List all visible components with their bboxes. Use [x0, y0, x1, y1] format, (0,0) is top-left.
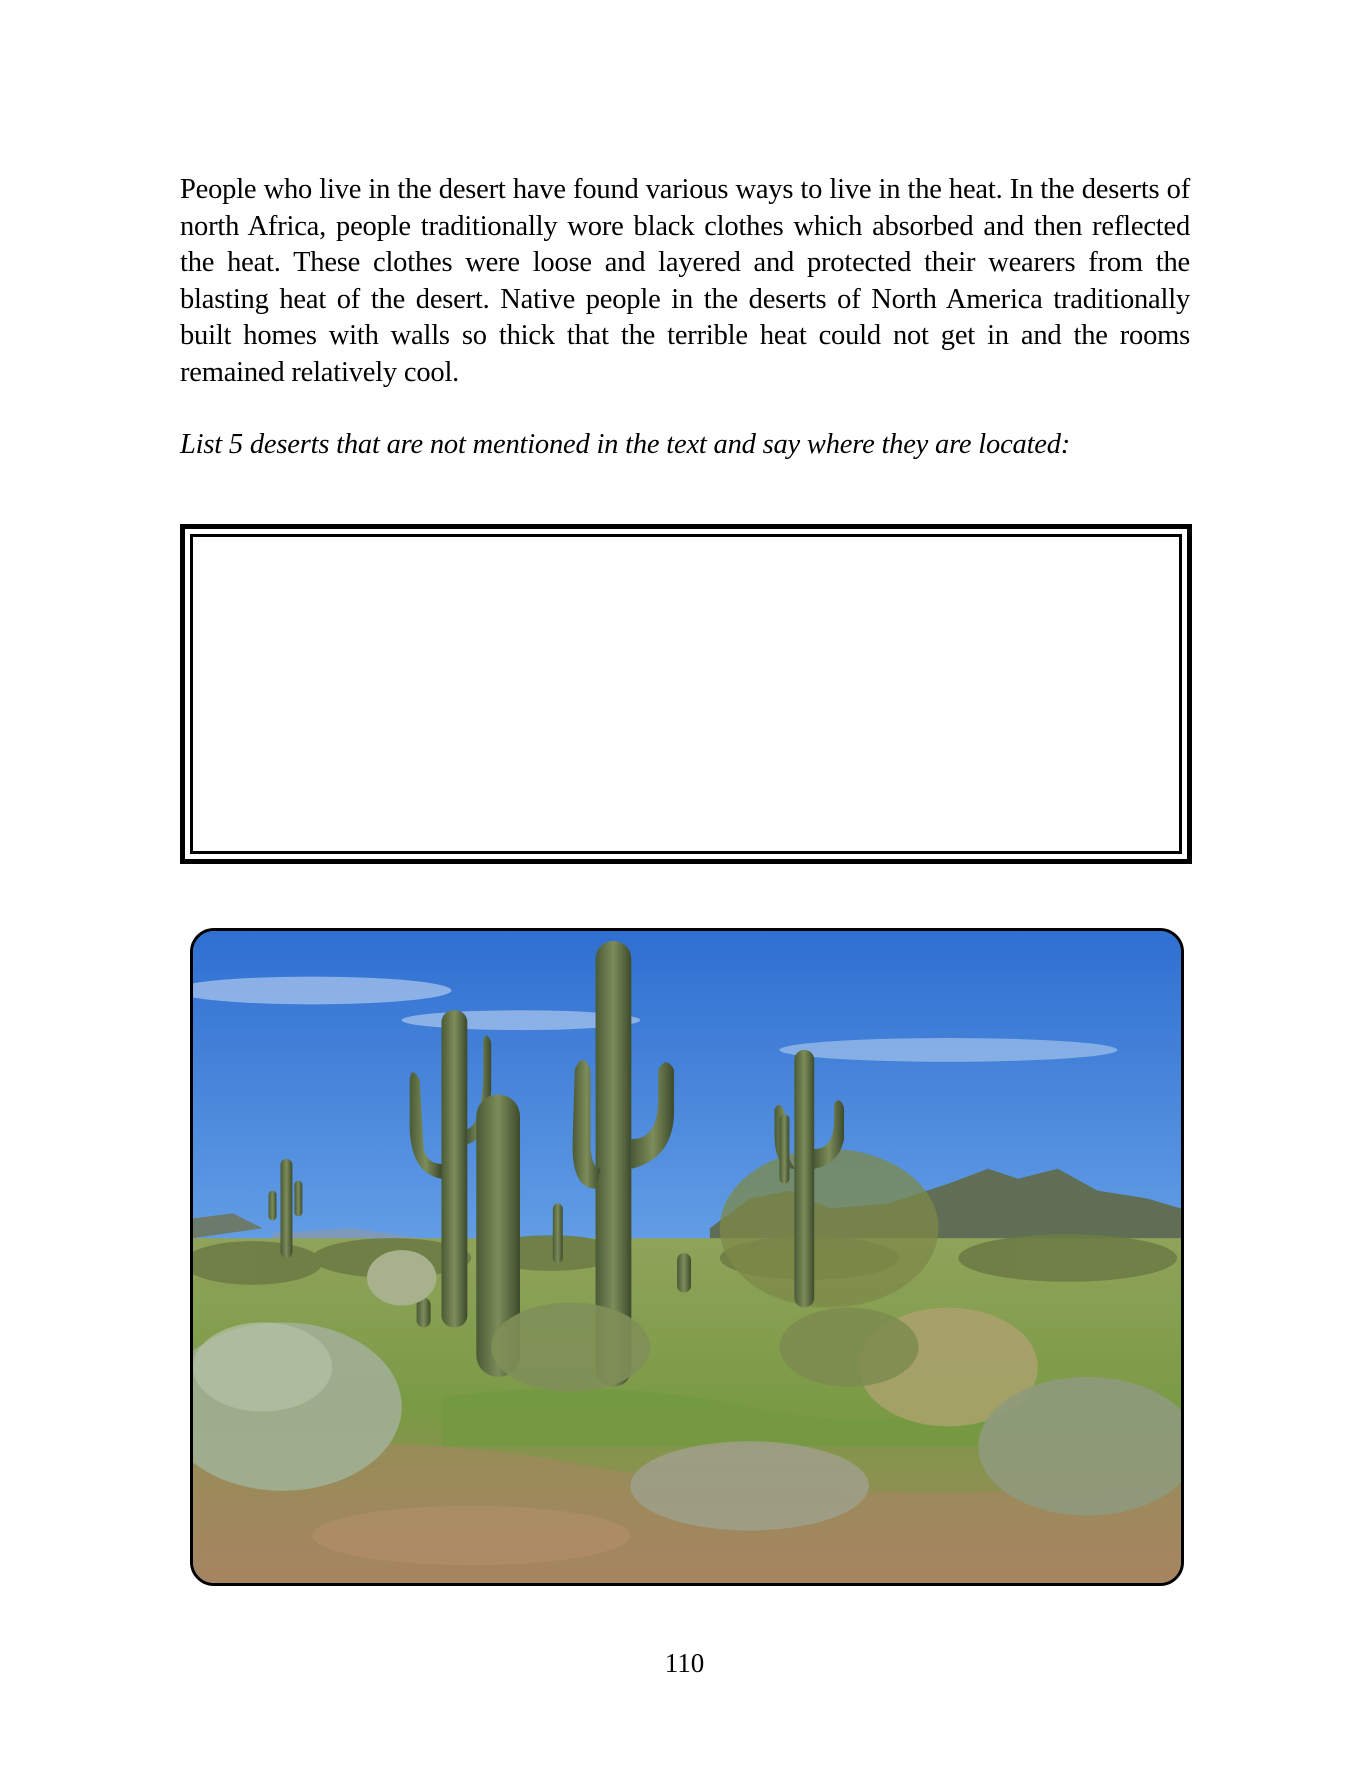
answer-box-inner-border: [190, 534, 1182, 854]
desert-photo: [190, 928, 1184, 1586]
page-number: 110: [664, 1648, 705, 1678]
saguaro-cactus-illustration: [193, 931, 1181, 1583]
exercise-prompt: List 5 deserts that are not mentioned in the text and say where they are located:: [180, 429, 1071, 460]
answer-box[interactable]: [180, 524, 1192, 864]
body-paragraph: People who live in the desert have found various ways to live in the heat. In the deserts of north Africa, people traditionally wore black clothes which absorbed and then reflected the heat. These clothes were loose and layered and protected their wearers from the blasting heat of the desert. Native people in the deserts of North America traditionally built homes with walls so thick that the terrible heat could not get in and the rooms remained relatively cool.: [180, 174, 1190, 388]
